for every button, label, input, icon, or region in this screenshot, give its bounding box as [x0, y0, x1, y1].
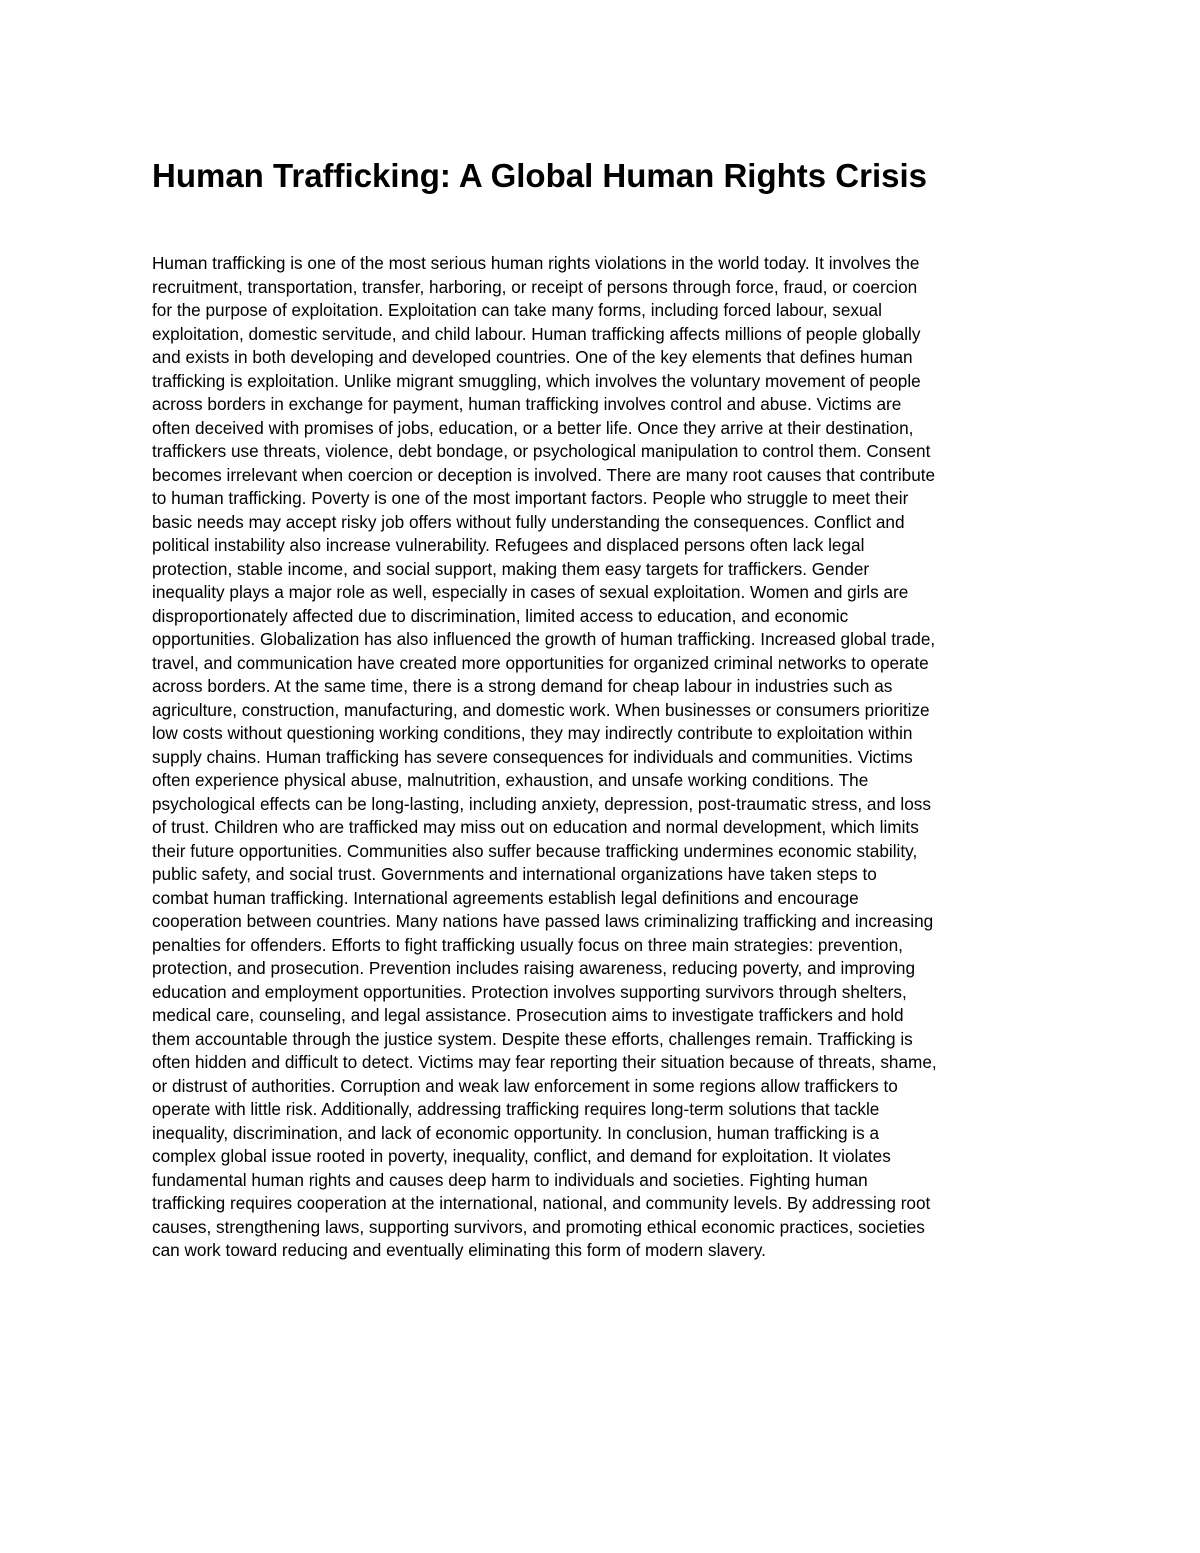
body-text-line: basic needs may accept risky job offers without fully understanding the consequences. Conflict and: [152, 511, 905, 532]
body-text-line: education and employment opportunities. Protection involves supporting survivors through shelters,: [152, 981, 907, 1002]
body-text-line: for the purpose of exploitation. Exploitation can take many forms, including forced labour, sexual: [152, 300, 882, 320]
body-text-line: combat human trafficking. International agreements establish legal definitions and encourage: [152, 887, 859, 908]
body-text-line: complex global issue rooted in poverty, inequality, conflict, and demand for exploitation. It violates: [152, 1146, 891, 1166]
body-text-line: across borders. At the same time, there is a strong demand for cheap labour in industries such as: [152, 676, 893, 696]
body-text-line: causes, strengthening laws, supporting survivors, and promoting ethical economic practices, societies: [152, 1216, 925, 1237]
body-text-line: travel, and communication have created more opportunities for organized criminal networks to operate: [152, 652, 929, 673]
body-text-line: cooperation between countries. Many nations have passed laws criminalizing trafficking and increasing: [152, 911, 934, 931]
body-text-line: often experience physical abuse, malnutrition, exhaustion, and unsafe working conditions. The: [152, 770, 869, 790]
body-text-line: their future opportunities. Communities also suffer because trafficking undermines economic stability,: [152, 840, 918, 861]
body-text-line: opportunities. Globalization has also influenced the growth of human trafficking. Increased global trade,: [152, 629, 936, 649]
body-text-line: often hidden and difficult to detect. Victims may fear reporting their situation because of threats, shame,: [152, 1052, 937, 1072]
body-text-line: or distrust of authorities. Corruption and weak law enforcement in some regions allow traffickers to: [152, 1075, 898, 1096]
body-text-line: inequality plays a major role as well, especially in cases of sexual exploitation. Women and girls are: [152, 582, 909, 602]
body-text-line: across borders in exchange for payment, human trafficking involves control and abuse. Victims are: [152, 394, 902, 414]
body-text-line: to human trafficking. Poverty is one of the most important factors. People who struggle to meet their: [152, 488, 909, 508]
body-text-line: and exists in both developing and developed countries. One of the key elements that defines human: [152, 347, 913, 367]
document-title: Human Trafficking: A Global Human Rights Crisis: [152, 157, 927, 194]
body-text-line: recruitment, transportation, transfer, harboring, or receipt of persons through force, fraud, or coercion: [152, 276, 918, 297]
body-text-line: protection, stable income, and social support, making them easy targets for traffickers. Gender: [152, 558, 870, 579]
body-text-line: disproportionately affected due to discrimination, limited access to education, and economic: [152, 605, 849, 626]
body-text-line: traffickers use threats, violence, debt bondage, or psychological manipulation to control them. Consent: [152, 441, 931, 461]
body-text-line: inequality, discrimination, and lack of economic opportunity. In conclusion, human trafficking is a: [152, 1122, 880, 1143]
body-text-line: trafficking requires cooperation at the international, national, and community levels. By addressing root: [152, 1193, 931, 1213]
body-text-line: trafficking is exploitation. Unlike migrant smuggling, which involves the voluntary movement of people: [152, 370, 921, 391]
body-text-line: can work toward reducing and eventually eliminating this form of modern slavery.: [152, 1240, 766, 1260]
body-text-line: Human trafficking is one of the most serious human rights violations in the world today. It involves the: [152, 253, 920, 273]
body-text-line: public safety, and social trust. Governments and international organizations have taken steps to: [152, 864, 877, 884]
body-text-line: low costs without questioning working conditions, they may indirectly contribute to exploitation within: [152, 723, 913, 743]
body-text-line: political instability also increase vulnerability. Refugees and displaced persons often lack legal: [152, 535, 865, 555]
body-text-line: becomes irrelevant when coercion or deception is involved. There are many root causes that contribute: [152, 464, 936, 485]
body-text-line: operate with little risk. Additionally, addressing trafficking requires long-term solutions that tackle: [152, 1099, 880, 1119]
document-body: [152, 252, 1052, 1263]
body-text-line: them accountable through the justice system. Despite these efforts, challenges remain. Trafficking is: [152, 1028, 913, 1049]
body-text-line: of trust. Children who are trafficked may miss out on education and normal development, which limits: [152, 817, 919, 837]
body-text-line: medical care, counseling, and legal assistance. Prosecution aims to investigate traffickers and hold: [152, 1005, 904, 1025]
body-text-line: penalties for offenders. Efforts to fight trafficking usually focus on three main strategies: prevention,: [152, 934, 903, 955]
body-text-line: agriculture, construction, manufacturing, and domestic work. When businesses or consumers prioritize: [152, 699, 930, 720]
body-text-line: often deceived with promises of jobs, education, or a better life. Once they arrive at their destination,: [152, 417, 914, 438]
body-text-line: psychological effects can be long-lasting, including anxiety, depression, post-traumatic stress, and loss: [152, 793, 931, 814]
body-text-line: supply chains. Human trafficking has severe consequences for individuals and communities. Victims: [152, 746, 913, 767]
body-text-line: protection, and prosecution. Prevention includes raising awareness, reducing poverty, and improving: [152, 958, 916, 978]
body-text-line: exploitation, domestic servitude, and child labour. Human trafficking affects millions of people globally: [152, 323, 921, 344]
body-text-line: fundamental human rights and causes deep harm to individuals and societies. Fighting human: [152, 1169, 868, 1190]
